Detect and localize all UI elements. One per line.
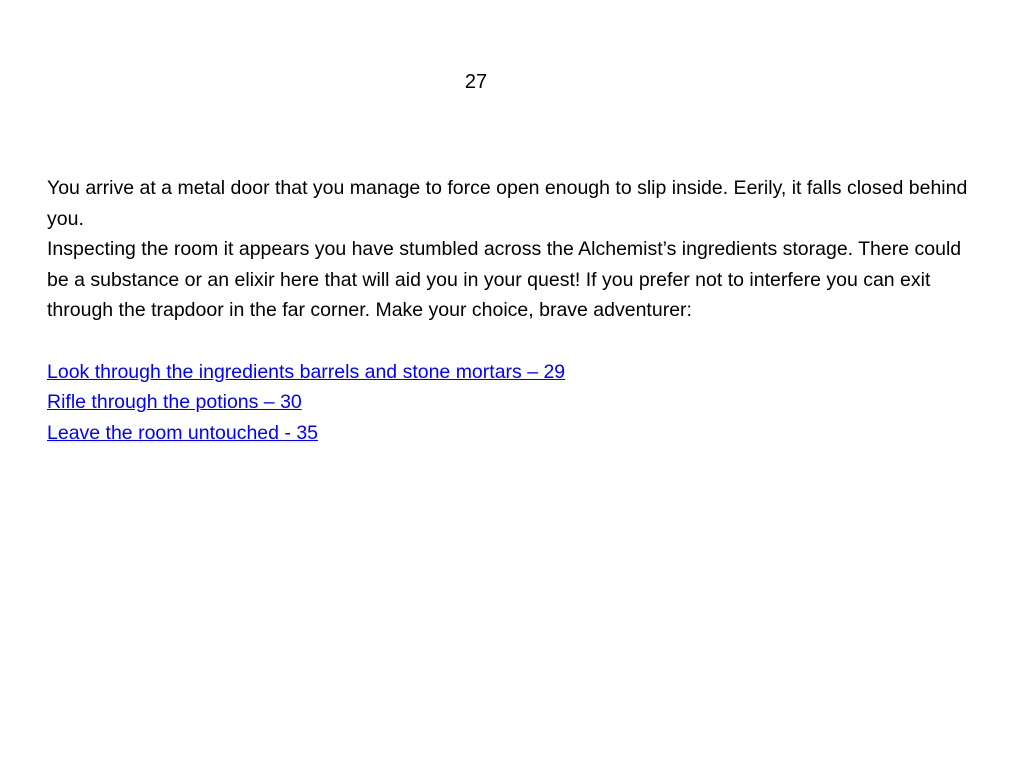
choice-list [47,357,982,449]
choice-link-potions[interactable]: Rifle through the potions – 30 [47,391,302,414]
story-paragraph: You arrive at a metal door that you manage to force open enough to slip inside. Eerily, it falls closed behind you. [47,177,968,230]
choice-item [47,387,982,418]
choice-link-ingredients[interactable]: Look through the ingredients barrels and stone mortars – 29 [47,360,566,383]
paragraph-spacer [47,326,982,357]
choice-link-leave-room[interactable]: Leave the room untouched - 35 [47,421,319,444]
story-paragraph: Inspecting the room it appears you have stumbled across the Alchemist’s ingredients storage. There could be a substance or an elixir here that will aid you in your quest! If you prefer not to interfere you can exit through the trapdoor in the far corner. Make your choice, brave adventurer: [47,238,962,322]
choice-item [47,418,982,449]
story-body [47,173,982,448]
page-number: 27 [464,71,488,93]
choice-item [47,357,982,388]
